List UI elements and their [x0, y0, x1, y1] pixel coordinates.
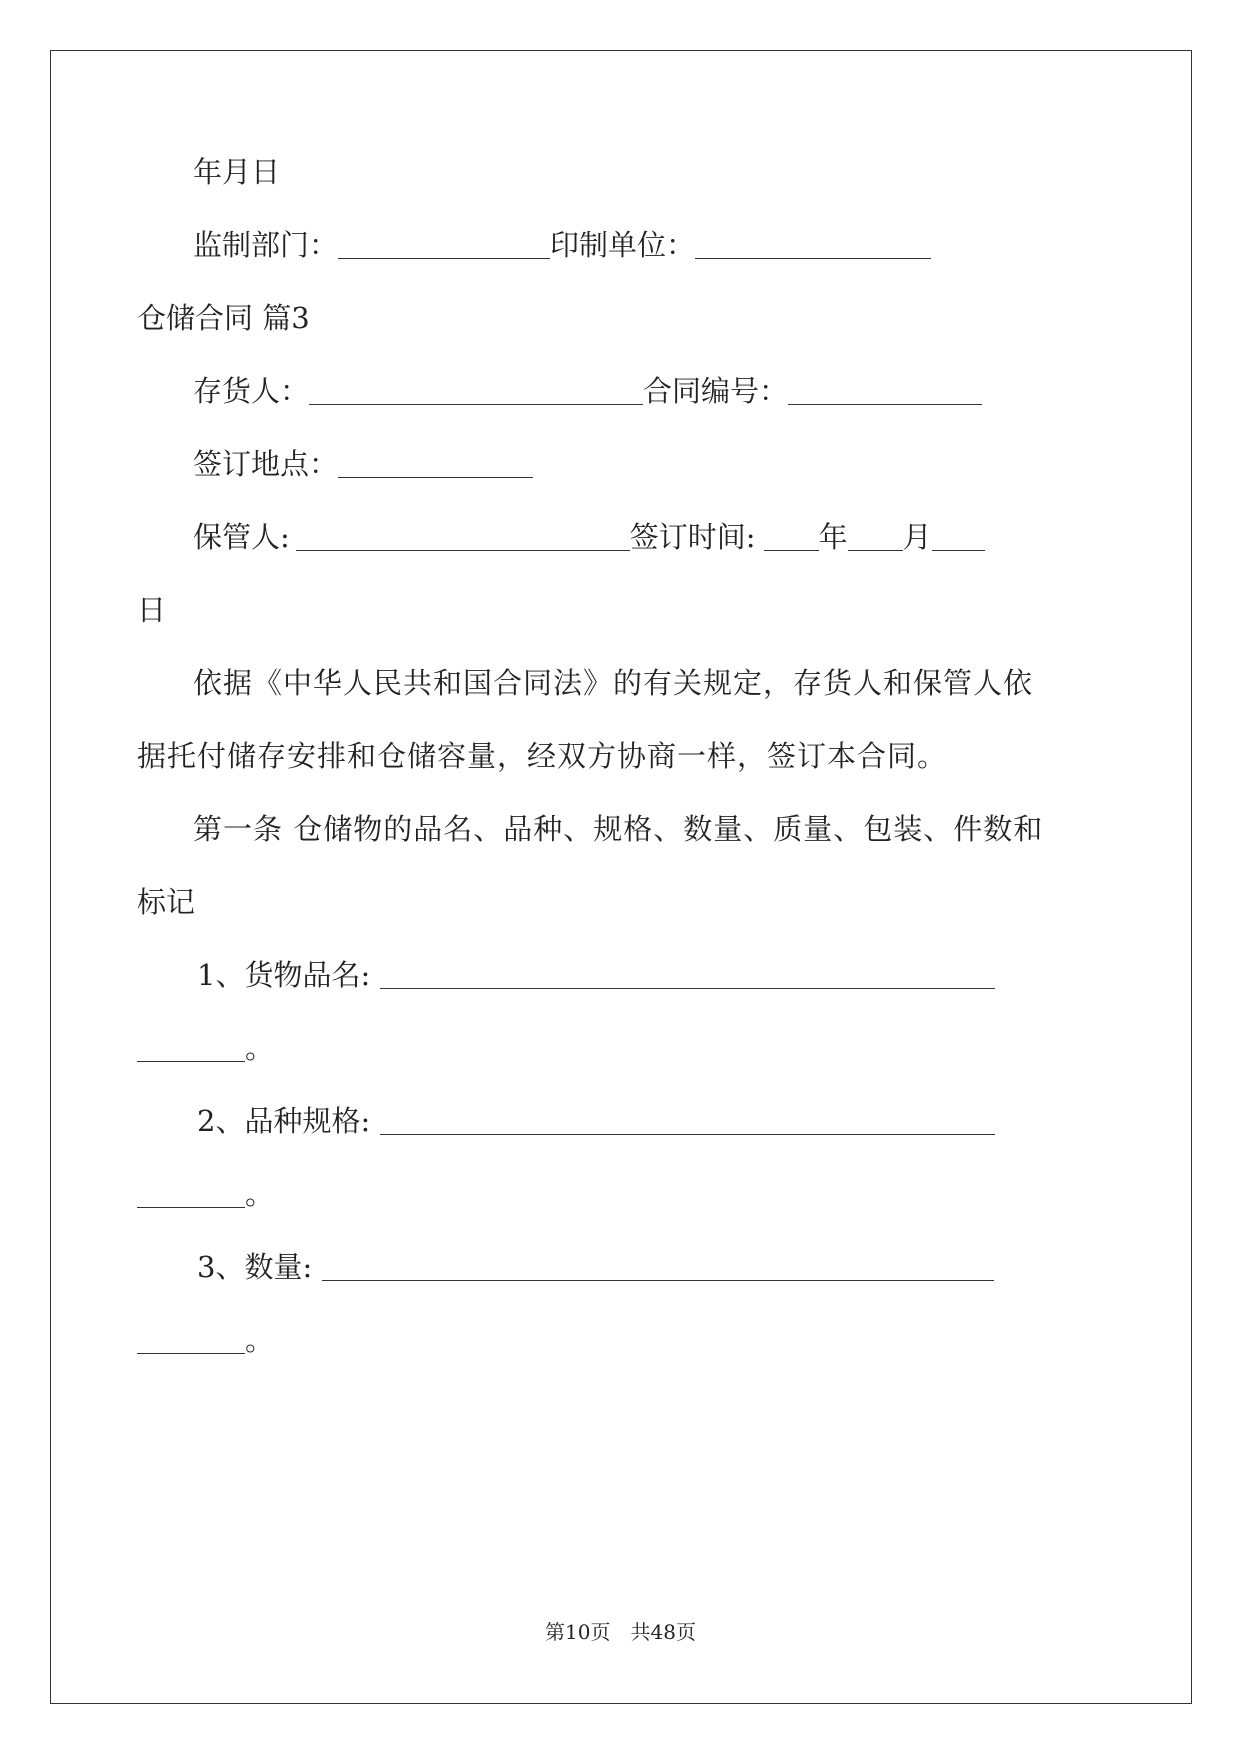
article-1-line-1	[193, 809, 1043, 849]
depositor-line	[193, 371, 982, 411]
contract-no-blank[interactable]	[788, 374, 982, 405]
sign-place-line	[193, 444, 533, 484]
item-1-label: 1、货物品名:	[197, 958, 371, 992]
intro-paragraph-line-2	[137, 736, 947, 776]
item-2-line	[197, 1101, 995, 1141]
item-1-period: 。	[245, 1031, 275, 1065]
item-3-label: 3、数量:	[197, 1250, 313, 1284]
item-1-blank-continued[interactable]	[137, 1031, 245, 1062]
print-unit-blank[interactable]	[695, 228, 931, 259]
page-number-footer: 第10页 共48页	[545, 1620, 696, 1644]
depositor-label: 存货人：	[193, 374, 310, 408]
supervision-blank[interactable]	[338, 228, 550, 259]
item-3-period: 。	[245, 1323, 275, 1357]
article-1-text-2: 标记	[137, 885, 196, 919]
item-3-line	[197, 1247, 994, 1287]
heading-text: 仓储合同 篇3	[137, 301, 310, 335]
item-2-period: 。	[245, 1177, 275, 1211]
item-2-blank-continued[interactable]	[137, 1177, 245, 1208]
intro-text-2: 据托付储存安排和仓储容量，经双方协商一样，签订本合同。	[137, 739, 948, 773]
sign-time-label: 签订时间:	[629, 520, 756, 554]
sign-day-blank[interactable]	[932, 520, 985, 551]
item-2-blank[interactable]	[380, 1104, 995, 1135]
sign-month-blank[interactable]	[848, 520, 903, 551]
sign-place-label: 签订地点：	[193, 447, 339, 481]
item-1-blank[interactable]	[380, 958, 995, 989]
supervision-label: 监制部门：	[193, 228, 339, 262]
year-label: 年	[818, 520, 848, 554]
intro-text-1: 依据《中华人民共和国合同法》的有关规定，存货人和保管人依	[193, 666, 1034, 700]
date-text: 年月日	[193, 155, 281, 189]
article-1-line-2	[137, 882, 195, 922]
item-3-blank-continued[interactable]	[137, 1323, 245, 1354]
sign-year-blank[interactable]	[764, 520, 819, 551]
contract-no-label: 合同编号：	[643, 374, 789, 408]
item-1-line	[197, 955, 995, 995]
supervision-line	[193, 225, 931, 265]
custodian-blank[interactable]	[296, 520, 630, 551]
day-line	[137, 590, 166, 630]
date-line	[193, 152, 280, 192]
sign-place-blank[interactable]	[338, 447, 533, 478]
contract-heading	[137, 298, 310, 338]
intro-paragraph-line-1	[193, 663, 1033, 703]
print-unit-label: 印制单位：	[550, 228, 696, 262]
day-label: 日	[137, 593, 167, 627]
month-label: 月	[902, 520, 932, 554]
item-3-continuation	[137, 1320, 274, 1360]
article-1-text-1: 第一条 仓储物的品名、品种、规格、数量、质量、包装、件数和	[193, 812, 1044, 846]
depositor-blank[interactable]	[309, 374, 643, 405]
item-2-label: 2、品种规格:	[197, 1104, 371, 1138]
item-3-blank[interactable]	[322, 1250, 994, 1281]
custodian-label: 保管人:	[193, 520, 290, 554]
item-2-continuation	[137, 1174, 274, 1214]
custodian-line	[193, 517, 985, 557]
item-1-continuation	[137, 1028, 274, 1068]
